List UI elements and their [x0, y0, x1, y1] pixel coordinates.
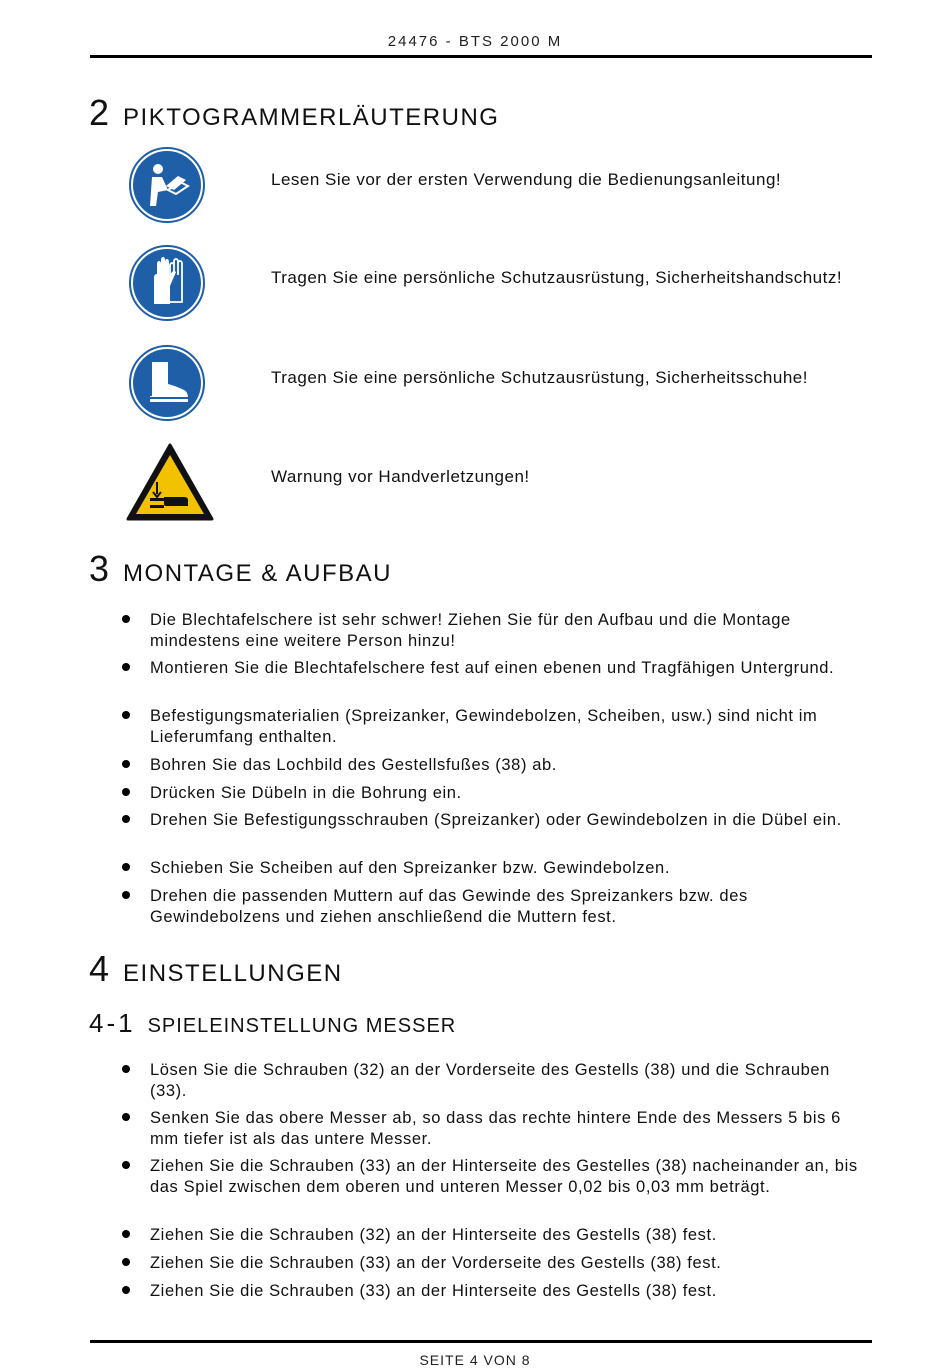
list-item: Lösen Sie die Schrauben (32) an der Vorderseite des Gestells (38) und die Schrauben (33). — [150, 1060, 870, 1102]
safety-boots-icon — [128, 344, 206, 422]
pictogram-text-gloves: Tragen Sie eine persönliche Schutzausrüstung, Sicherheitshandschutz! — [271, 268, 843, 287]
section-title: PIKTOGRAMMERLÄUTERUNG — [123, 104, 500, 131]
list-item: Drehen die passenden Muttern auf das Gewinde des Spreizankers bzw. des Gewindebolzens und ziehen anschließend die Muttern fest. — [150, 886, 870, 928]
section-number: 4 — [89, 948, 110, 989]
footer-rule — [90, 1340, 872, 1343]
gloves-icon — [128, 244, 206, 322]
section-heading-2 — [89, 92, 499, 134]
list-item: Befestigungsmaterialien (Spreizanker, Gewindebolzen, Scheiben, usw.) sind nicht im Lieferumfang enthalten. — [150, 706, 870, 748]
section-heading-4 — [89, 948, 343, 990]
read-manual-icon — [128, 146, 206, 224]
list-item: Ziehen Sie die Schrauben (33) an der Hinterseite des Gestelles (38) nacheinander an, bis das Spiel zwischen dem oberen und unteren Messer 0,02 bis 0,03 mm beträgt. — [150, 1156, 870, 1198]
list-item: Drücken Sie Dübeln in die Bohrung ein. — [150, 783, 870, 804]
section-title: MONTAGE & AUFBAU — [123, 560, 392, 587]
list-item: Die Blechtafelschere ist sehr schwer! Ziehen Sie für den Aufbau und die Montage mindestens eine weitere Person hinzu! — [150, 610, 870, 652]
list-item: Schieben Sie Scheiben auf den Spreizanker bzw. Gewindebolzen. — [150, 858, 870, 879]
hand-injury-warning-icon — [126, 442, 214, 522]
section-heading-3 — [89, 548, 392, 590]
pictogram-text-hand-injury: Warnung vor Handverletzungen! — [271, 467, 530, 486]
list-item: Ziehen Sie die Schrauben (32) an der Hinterseite des Gestells (38) fest. — [150, 1225, 870, 1246]
pictogram-text-safety-boots: Tragen Sie eine persönliche Schutzausrüstung, Sicherheitsschuhe! — [271, 368, 808, 387]
subsection-number: 4-1 — [89, 1008, 136, 1038]
pictogram-text-read-manual: Lesen Sie vor der ersten Verwendung die Bedienungsanleitung! — [271, 170, 782, 189]
subsection-title: SPIELEINSTELLUNG MESSER — [147, 1015, 457, 1037]
section-title: EINSTELLUNGEN — [123, 960, 343, 987]
list-item: Senken Sie das obere Messer ab, so dass das rechte hintere Ende des Messers 5 bis 6 mm tiefer ist als das untere Messer. — [150, 1108, 870, 1150]
page-number: SEITE 4 VON 8 — [419, 1352, 531, 1368]
list-item: Ziehen Sie die Schrauben (33) an der Vorderseite des Gestells (38) fest. — [150, 1253, 870, 1274]
list-item: Ziehen Sie die Schrauben (33) an der Hinterseite des Gestells (38) fest. — [150, 1281, 870, 1302]
section-number: 3 — [89, 548, 110, 589]
header-rule — [90, 55, 872, 58]
section-number: 2 — [89, 92, 110, 133]
list-item: Drehen Sie Befestigungsschrauben (Spreizanker) oder Gewindebolzen in die Dübel ein. — [150, 810, 870, 831]
list-item: Bohren Sie das Lochbild des Gestellsfußes (38) ab. — [150, 755, 870, 776]
list-item: Montieren Sie die Blechtafelschere fest auf einen ebenen und Tragfähigen Untergrund. — [150, 658, 870, 679]
subsection-heading-4-1 — [89, 1008, 456, 1039]
document-header: 24476 - BTS 2000 M — [387, 33, 563, 50]
